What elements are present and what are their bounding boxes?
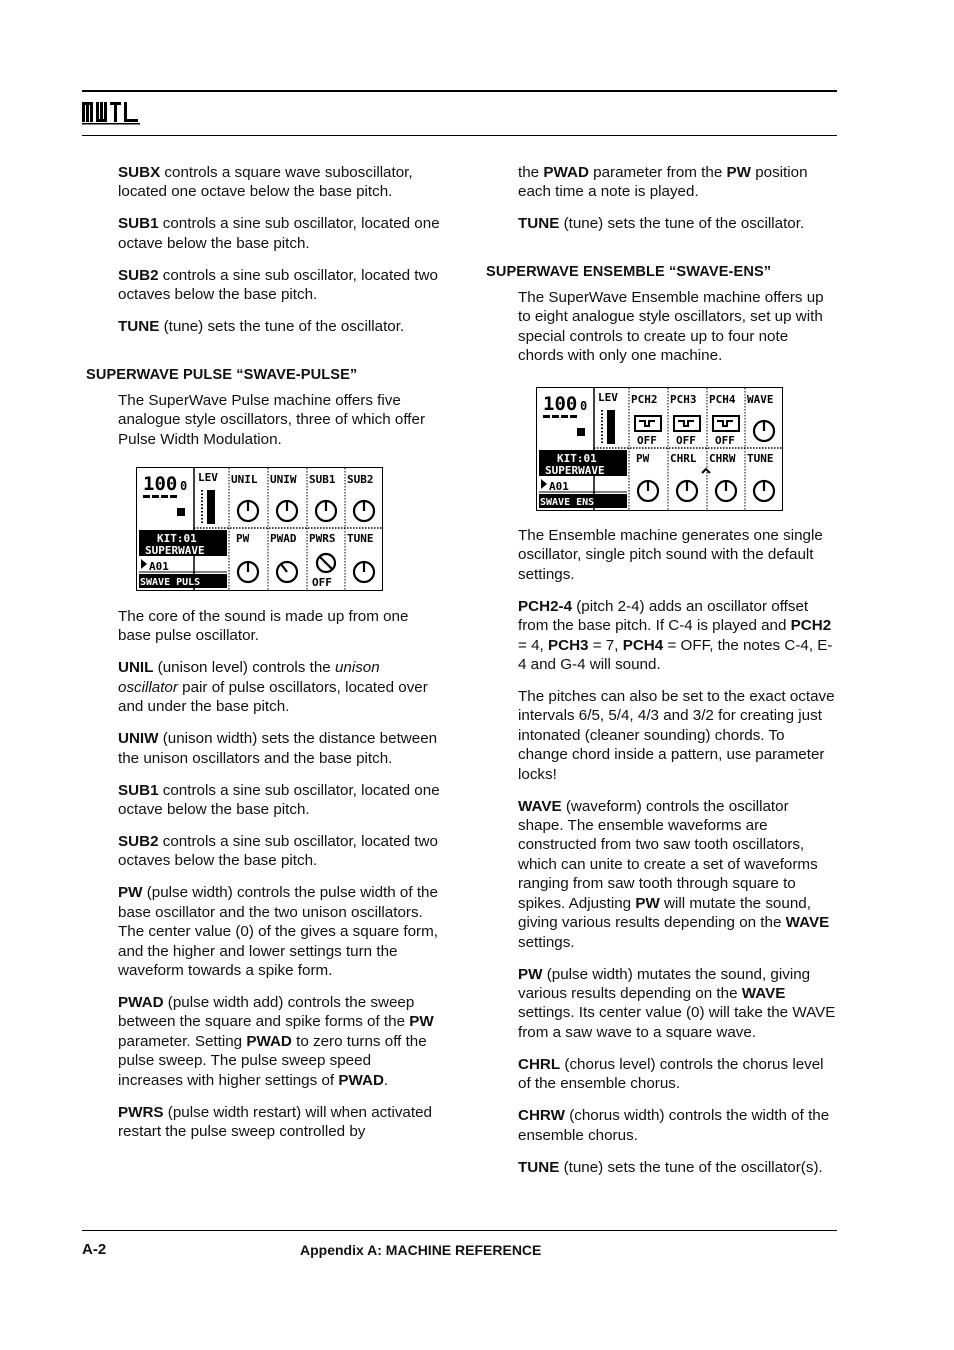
tune-paragraph: TUNE (tune) sets the tune of the oscillator. [118,318,405,336]
pw-paragraph: PW (pulse width) controls the pulse width of the base oscillator and the two unison oscillators. The center value (0) of the gives a square form, and the higher and lower settings turn the waveform towards a spike form. [118,884,438,980]
swave-ens-screen [536,387,783,511]
pw-paragraph-2: PW (pulse width) mutates the sound, giving various results depending on the WAVE settings. Its center value (0) will take the WAVE from a saw wave to a square wave. [518,965,836,1041]
swave-pulse-screen [136,467,383,591]
header-bottom-rule [82,135,837,136]
pwrs-continued-paragraph: the PWAD parameter from the PW position each time a note is played. [518,164,808,201]
svg-text:KIT:01: KIT:01 [157,532,197,545]
tune-label: TUNE [747,452,774,465]
row2-knobs [638,481,774,501]
pch3-value: OFF [676,434,696,447]
ensemble-default-paragraph: The Ensemble machine generates one single oscillator, single pitch sound with the default settings. [518,527,823,583]
chrl-paragraph: CHRL (chorus level) controls the chorus level of the ensemble chorus. [518,1055,824,1093]
pch4-value: OFF [715,434,735,447]
machine-label: SWAVE PULS [140,577,201,588]
unil-label: UNIL [231,473,258,486]
octave-paragraph: The pitches can also be set to the exact octave intervals 6/5, 5/4, 4/3 and 3/2 for creating just intonated (cleaner sounding) chords. To change chord inside a pattern, use parameter locks! [518,688,835,783]
left-column-cont [118,391,440,462]
unil-paragraph: UNIL (unison level) controls the unison oscillator pair of pulse oscillators, located over and under the base pitch. [118,659,428,716]
machine-label: SWAVE ENS [540,497,595,508]
svg-text:A01: A01 [549,480,569,493]
level-bar [207,490,215,524]
sub1-paragraph: SUB1 controls a sine sub oscillator, located one octave below the base pitch. [118,215,440,252]
footer-section-title: Appendix A: MACHINE REFERENCE [300,1242,542,1258]
tempo-value: 100 [143,473,178,495]
left-column-body [118,607,440,1154]
row2-knobs [238,554,374,582]
svg-text:SUPERWAVE: SUPERWAVE [145,544,205,557]
left-column [118,163,440,349]
pch4-label: PCH4 [709,393,736,406]
sub2-label: SUB2 [347,473,374,486]
svg-text:0: 0 [580,399,588,413]
svg-text:KIT:01: KIT:01 [557,452,597,465]
chrw-label: CHRW [709,452,736,465]
tune-paragraph-2: TUNE (tune) sets the tune of the oscillator. [518,215,805,233]
right-column [518,163,836,246]
chrw-paragraph: CHRW (chorus width) controls the width of the ensemble chorus. [518,1107,830,1144]
swave-pulse-intro: The SuperWave Pulse machine offers five analogue style oscillators, three of which offer Pulse Width Modulation. [118,392,426,448]
wave-paragraph: WAVE (waveform) controls the oscillator shape. The ensemble waveforms are constructed from two saw tooth oscillators, which can unite to create a set of waveforms ranging from saw tooth through square to spikes. Adjusting PW will mutate the sound, giving various results depending on the WAVE settings. [518,797,830,951]
lev-label: LEV [598,391,618,404]
chrl-label: CHRL [670,452,697,465]
pwad-paragraph: PWAD (pulse width add) controls the sweep between the square and spike forms of the PW parameter. Setting PWAD to zero turns off the pulse sweep. The pulse sweep speed increases with higher settings of PWAD. [118,994,434,1089]
right-column-intro [518,288,836,378]
sub1-paragraph-2: SUB1 controls a sine sub oscillator, located one octave below the base pitch. [118,781,440,819]
pwad-label: PWAD [270,532,297,545]
level-bar [607,410,615,444]
tune-label: TUNE [347,532,374,545]
subx-paragraph: SUBX controls a square wave suboscillator, located one octave below the base pitch. [118,164,413,201]
machinedrum-logo [82,98,140,126]
pwrs-value: OFF [312,576,332,589]
svg-text:SUPERWAVE: SUPERWAVE [545,464,605,477]
footer-rule [82,1230,837,1231]
pch-paragraph: PCH2-4 (pitch 2-4) adds an oscillator offset from the base pitch. If C-4 is played and PCH2 = 4, PCH3 = 7, PCH4 = OFF, the notes C-4, E-4 and G-4 will sound. [518,597,833,674]
tune-paragraph-3: TUNE (tune) sets the tune of the oscillator(s). [518,1158,823,1176]
swave-ens-intro: The SuperWave Ensemble machine offers up to eight analogue style oscillators, set up with special controls to create up to four note chords with only one machine. [518,289,824,365]
pch3-label: PCH3 [670,393,697,406]
pch2-value: OFF [637,434,657,447]
pw-label: PW [236,532,250,545]
pitch-boxes [635,416,739,431]
sub2-paragraph-2: SUB2 controls a sine sub oscillator, located two octaves below the base pitch. [118,833,438,870]
sub1-label: SUB1 [309,473,336,486]
lev-label: LEV [198,471,218,484]
sub2-paragraph: SUB2 controls a sine sub oscillator, located two octaves below the base pitch. [118,266,438,304]
uniw-label: UNIW [270,473,297,486]
pwrs-label: PWRS [309,532,336,545]
svg-text:0: 0 [180,479,188,493]
cursor-arrow-icon [702,469,710,473]
core-paragraph: The core of the sound is made up from one base pulse oscillator. [118,608,409,645]
tempo-value: 100 [543,393,578,415]
row1-knobs [238,501,374,521]
pwrs-paragraph: PWRS (pulse width restart) will when activated restart the pulse sweep controlled by [118,1103,432,1141]
page-number: A-2 [82,1241,107,1258]
pw-label: PW [636,452,650,465]
swave-ens-heading: SUPERWAVE ENSEMBLE “SWAVE-ENS” [486,264,772,280]
uniw-paragraph: UNIW (unison width) sets the distance between the unison oscillators and the base pitch. [118,730,438,767]
swave-pulse-heading: SUPERWAVE PULSE “SWAVE-PULSE” [86,367,358,383]
wave-label: WAVE [747,393,774,406]
pch2-label: PCH2 [631,393,658,406]
svg-text:A01: A01 [149,560,169,573]
right-column-body [518,526,836,1190]
header-top-rule [82,90,837,92]
